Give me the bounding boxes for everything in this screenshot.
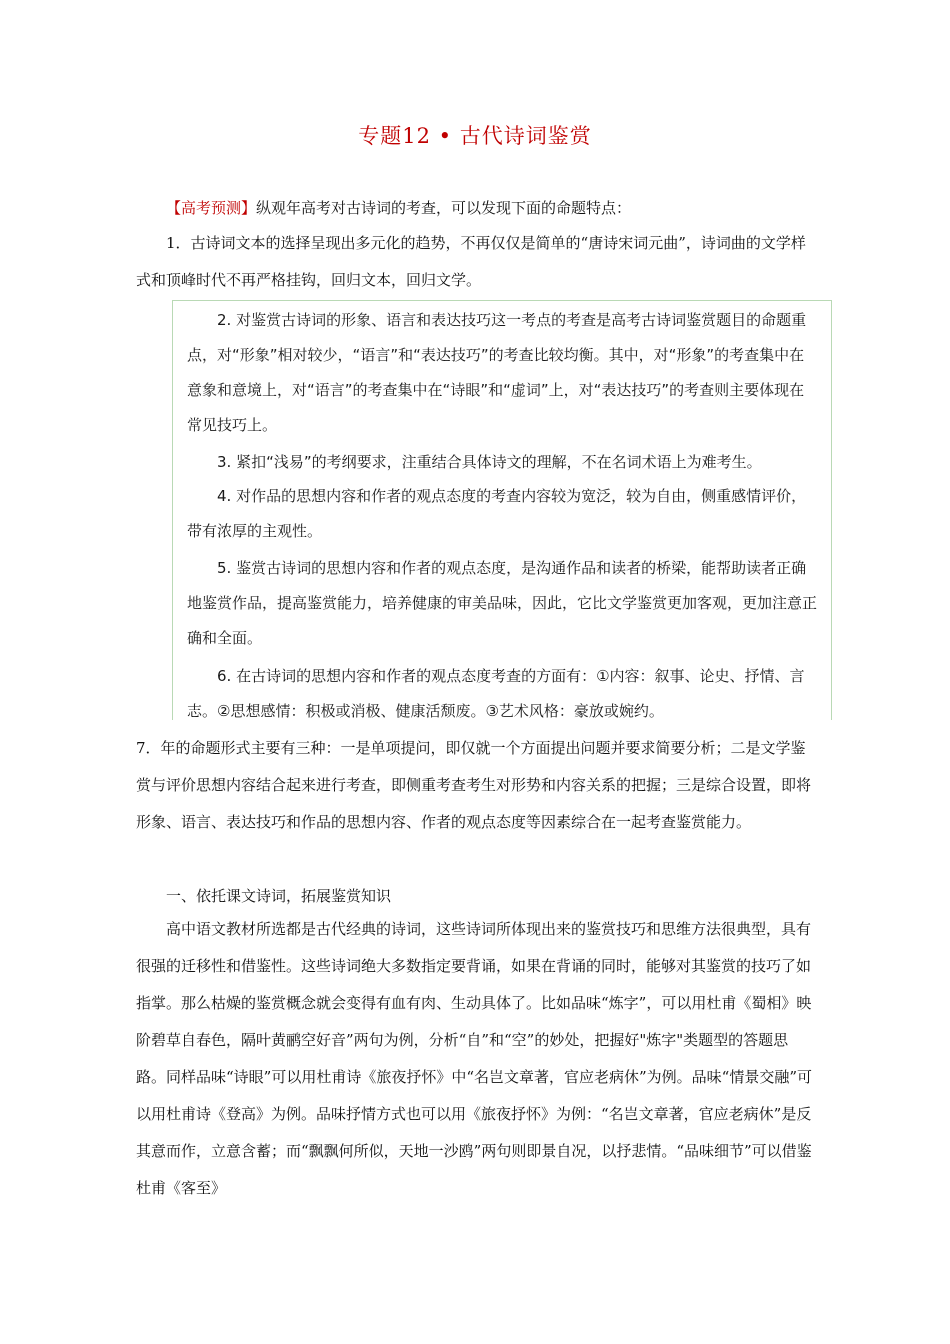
point-2-paragraph: 2. 对鉴赏古诗词的形象、语言和表达技巧这一考点的考查是高考古诗词鉴赏题目的命题重点，对“形象”相对较少，“语言”和“表达技巧”的考查比较均衡。其中，对“形象”的考查集中在意象和意境上，对“语言”的考查集中在“诗眼”和“虚词”上，对“表达技巧”的考查则主要体现在常见技巧上。	[187, 311, 807, 434]
scanned-excerpt-box	[172, 300, 832, 720]
forecast-label: 【高考预测】	[166, 199, 257, 217]
point-3-paragraph: 3. 紧扣“浅易”的考纲要求，注重结合具体诗文的理解，不在名词术语上为难考生。	[217, 453, 762, 471]
point-4-paragraph: 4. 对作品的思想内容和作者的观点态度的考查内容较为宽泛，较为自由，侧重感情评价，带有浓厚的主观性。	[187, 487, 807, 540]
point-1-paragraph: 1．古诗词文本的选择呈现出多元化的趋势，不再仅仅是简单的“唐诗宋词元曲”，诗词曲的文学样式和顶峰时代不再严格挂钩，回归文本，回归文学。	[136, 234, 806, 289]
point-6-paragraph: 6. 在古诗词的思想内容和作者的观点态度考查的方面有：①内容：叙事、论史、抒情、言志。②思想感情：积极或消极、健康活颓废。③艺术风格：豪放或婉约。	[187, 667, 805, 720]
point-7-paragraph: 7．年的命题形式主要有三种：一是单项提问，即仅就一个方面提出问题并要求简要分析；二是文学鉴赏与评价思想内容结合起来进行考查，即侧重考查考生对形势和内容关系的把握；三是综合设置，即将形象、语言、表达技巧和作品的思想内容、作者的观点态度等因素综合在一起考查鉴赏能力。	[136, 739, 812, 831]
page-title: 专题12 • 古代诗词鉴赏	[358, 124, 592, 148]
section-1-heading: 一、依托课文诗词，拓展鉴赏知识	[166, 887, 392, 905]
intro-paragraph	[136, 190, 816, 227]
section-1-body: 高中语文教材所选都是古代经典的诗词，这些诗词所体现出来的鉴赏技巧和思维方法很典型，具有很强的迁移性和借鉴性。这些诗词绝大多数指定要背诵，如果在背诵的同时，能够对其鉴赏的技巧了如指掌。那么枯燥的鉴赏概念就会变得有血有肉、生动具体了。比如品味“炼字”，可以用杜甫《蜀相》映阶碧草自春色，隔叶黄鹂空好音”两句为例，分析“自”和“空”的妙处，把握好"炼字"类题型的答题思路。同样品味“诗眼”可以用杜甫诗《旅夜抒怀》中“名岂文章著，官应老病休”为例。品味“情景交融”可以用杜甫诗《登高》为例。品味抒情方式也可以用《旅夜抒怀》为例：“名岂文章著，官应老病休”是反其意而作，立意含蓄；而“飘飘何所似，天地一沙鸥”两句则即景自况，以抒悲情。“品味细节”可以借鉴杜甫《客至》	[136, 920, 813, 1197]
point-5-paragraph: 5. 鉴赏古诗词的思想内容和作者的观点态度，是沟通作品和读者的桥梁，能帮助读者正确地鉴赏作品，提高鉴赏能力，培养健康的审美品味，因此，它比文学鉴赏更加客观，更加注意正确和全面。	[187, 559, 818, 647]
intro-text: 纵观年高考对古诗词的考查，可以发现下面的命题特点：	[256, 199, 632, 217]
